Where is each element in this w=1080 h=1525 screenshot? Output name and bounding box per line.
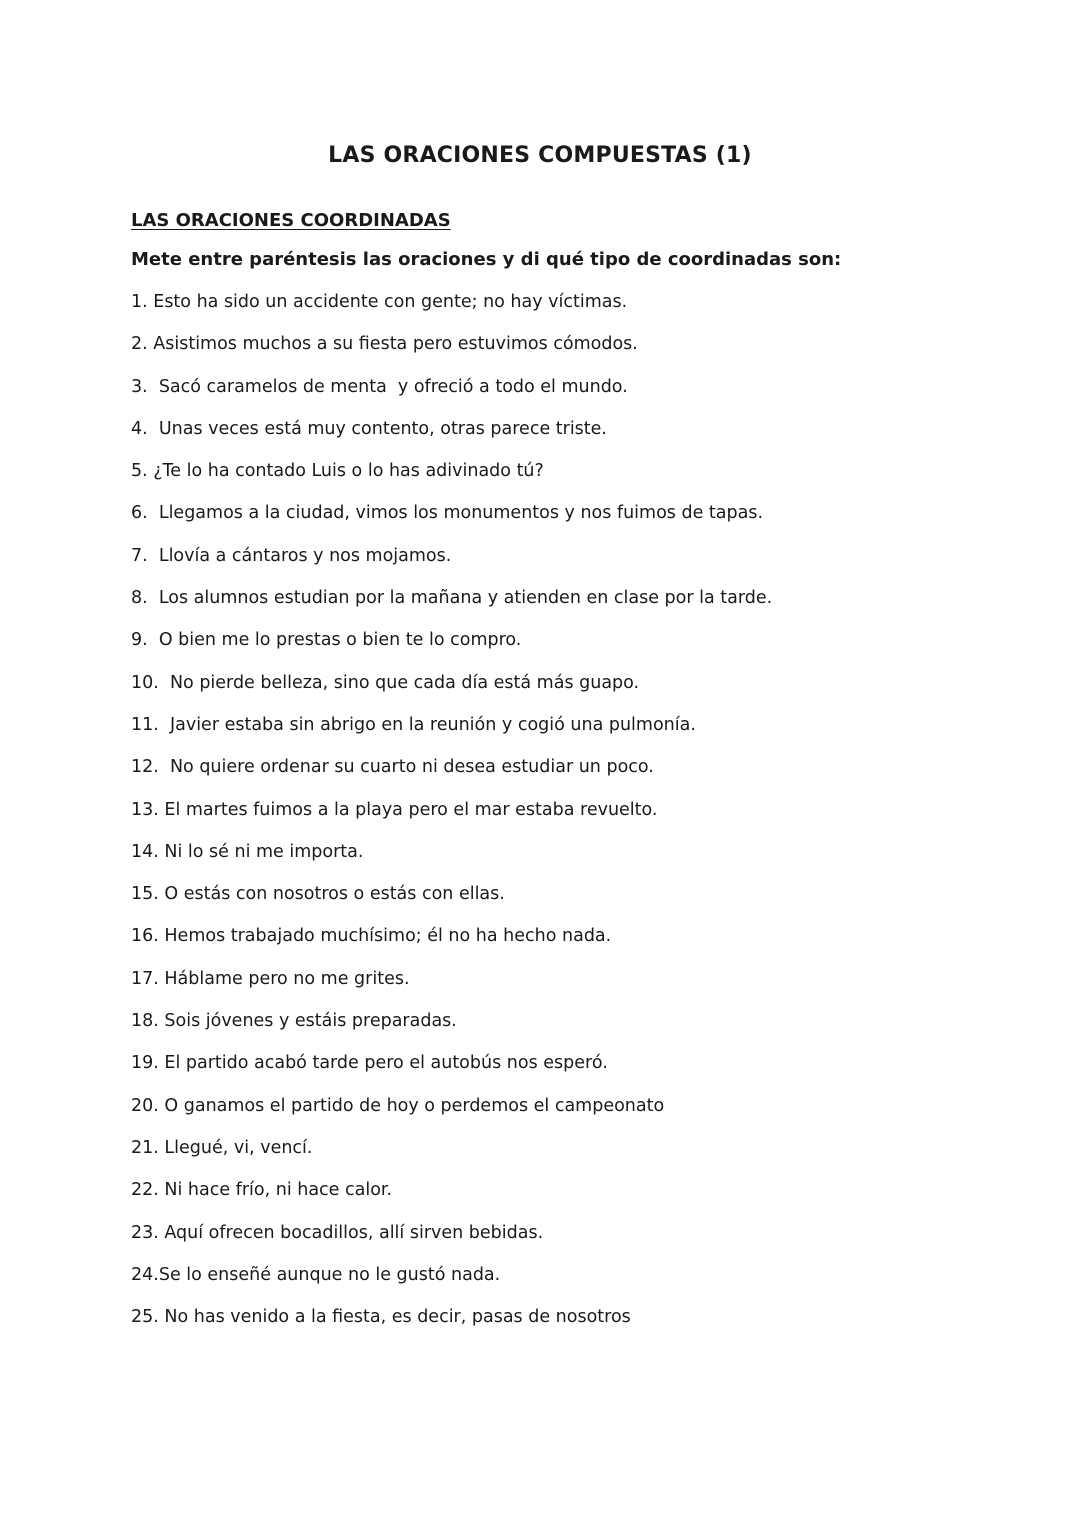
exercise-item: 9. O bien me lo prestas o bien te lo compro. bbox=[131, 630, 522, 651]
exercise-item: 23. Aquí ofrecen bocadillos, allí sirven bebidas. bbox=[131, 1222, 544, 1243]
exercise-item: 10. No pierde belleza, sino que cada día está más guapo. bbox=[131, 672, 640, 693]
exercise-item: 15. O estás con nosotros o estás con ellas. bbox=[131, 884, 505, 905]
exercise-list bbox=[131, 289, 1011, 1346]
exercise-item: 16. Hemos trabajado muchísimo; él no ha hecho nada. bbox=[131, 926, 612, 947]
exercise-item: 20. O ganamos el partido de hoy o perdemos el campeonato bbox=[131, 1095, 665, 1116]
section-heading: LAS ORACIONES COORDINADAS bbox=[131, 210, 451, 231]
document-title: LAS ORACIONES COMPUESTAS (1) bbox=[328, 143, 752, 168]
exercise-item: 7. Llovía a cántaros y nos mojamos. bbox=[131, 545, 452, 566]
exercise-item: 3. Sacó caramelos de menta y ofreció a todo el mundo. bbox=[131, 376, 628, 397]
exercise-item: 21. Llegué, vi, vencí. bbox=[131, 1137, 313, 1158]
exercise-item: 18. Sois jóvenes y estáis preparadas. bbox=[131, 1011, 457, 1032]
exercise-item: 14. Ni lo sé ni me importa. bbox=[131, 841, 364, 862]
exercise-item: 13. El martes fuimos a la playa pero el mar estaba revuelto. bbox=[131, 799, 658, 820]
exercise-item: 17. Háblame pero no me grites. bbox=[131, 968, 410, 989]
exercise-item: 25. No has venido a la fiesta, es decir, pasas de nosotros bbox=[131, 1307, 631, 1328]
exercise-item: 22. Ni hace frío, ni hace calor. bbox=[131, 1180, 393, 1201]
exercise-item: 4. Unas veces está muy contento, otras parece triste. bbox=[131, 418, 607, 439]
exercise-item: 1. Esto ha sido un accidente con gente; no hay víctimas. bbox=[131, 292, 628, 312]
exercise-item: 11. Javier estaba sin abrigo en la reunión y cogió una pulmonía. bbox=[131, 714, 696, 735]
exercise-instruction: Mete entre paréntesis las oraciones y di qué tipo de coordinadas son: bbox=[131, 249, 842, 270]
exercise-item: 8. Los alumnos estudian por la mañana y atienden en clase por la tarde. bbox=[131, 588, 773, 609]
exercise-item: 2. Asistimos muchos a su fiesta pero estuvimos cómodos. bbox=[131, 334, 638, 355]
exercise-item: 5. ¿Te lo ha contado Luis o lo has adivinado tú? bbox=[131, 461, 544, 482]
exercise-item: 12. No quiere ordenar su cuarto ni desea estudiar un poco. bbox=[131, 757, 654, 778]
exercise-item: 24.Se lo enseñé aunque no le gustó nada. bbox=[131, 1264, 501, 1285]
exercise-item: 19. El partido acabó tarde pero el autobús nos esperó. bbox=[131, 1053, 608, 1074]
exercise-item: 6. Llegamos a la ciudad, vimos los monumentos y nos fuimos de tapas. bbox=[131, 503, 764, 524]
